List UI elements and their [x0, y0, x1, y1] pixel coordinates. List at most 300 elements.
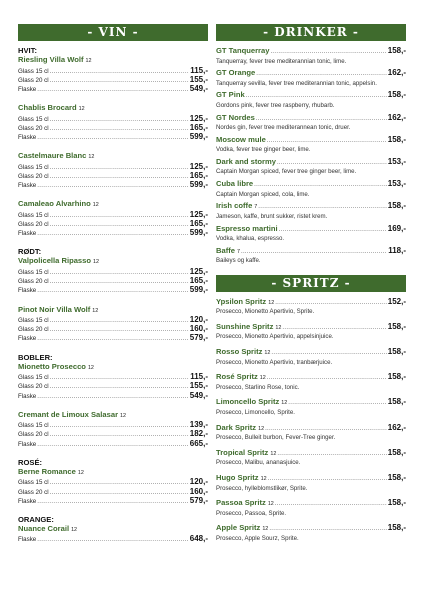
- drinks-column: [216, 24, 406, 549]
- dot-leader: [37, 230, 189, 238]
- price: 162,-: [387, 422, 406, 432]
- drink-description: Tanquerray sevilla, fever tree mediterannian tonic, appelsin.: [216, 79, 377, 87]
- drink-name-text: Espresso martini: [216, 223, 278, 233]
- wine-item: [18, 256, 208, 295]
- drink-line: [216, 448, 406, 460]
- dot-leader: [269, 525, 386, 535]
- drink-description: Prosecco, Apple Sourz, Sprite.: [216, 534, 299, 542]
- dot-leader: [50, 374, 190, 382]
- drink-item: [216, 498, 406, 517]
- drink-description: Prosecco, Mionetto Apertivio, tranbærjuice.: [216, 358, 333, 366]
- drink-name: [216, 448, 276, 460]
- drink-item: [216, 68, 406, 87]
- wine-number: 12: [120, 412, 127, 419]
- dot-leader: [258, 203, 386, 213]
- drink-line: [216, 68, 406, 80]
- wine-name-text: Mionetto Prosecco: [18, 361, 86, 371]
- price: 165,-: [189, 219, 208, 229]
- drink-number: 12: [281, 400, 288, 407]
- price: 152,-: [387, 296, 406, 306]
- price: 115,-: [190, 372, 208, 382]
- drink-line: [216, 246, 406, 258]
- dot-leader: [50, 326, 189, 334]
- wine-category: HVIT:: [18, 46, 37, 55]
- price-row: [18, 76, 208, 85]
- drink-description: Gordons pink, fever tree raspberry, rhubarb.: [216, 101, 335, 109]
- price: 158,-: [387, 46, 406, 55]
- drink-line: [216, 347, 406, 359]
- wine-name: [18, 55, 208, 67]
- serving-size: Glass 20 cl: [18, 172, 49, 180]
- drink-line: [216, 297, 406, 309]
- price: 139,-: [189, 420, 208, 430]
- drink-item: [216, 523, 406, 542]
- serving-size: Glass 15 cl: [18, 115, 49, 123]
- price-row: [18, 229, 208, 238]
- dot-leader: [50, 269, 189, 277]
- serving-size: Glass 20 cl: [18, 76, 49, 84]
- wine-category: ROSÉ:: [18, 457, 43, 467]
- dot-leader: [50, 77, 189, 85]
- price: 158,-: [387, 372, 406, 382]
- dot-leader: [50, 479, 189, 487]
- price: 599,-: [189, 132, 208, 142]
- wine-list: [18, 46, 208, 545]
- serving-size: Glass 20 cl: [18, 488, 49, 496]
- price: 125,-: [189, 209, 208, 219]
- drink-description: Prosecco, Starlino Rose, tonic.: [216, 383, 300, 391]
- price: 665,-: [189, 438, 208, 448]
- dot-leader: [241, 248, 387, 258]
- serving-size: Flaske: [18, 536, 37, 544]
- wine-number: 12: [92, 202, 99, 209]
- wine-name: [18, 103, 208, 115]
- price-row: [18, 115, 208, 124]
- drink-item: [216, 46, 406, 65]
- spritz-section-header: - SPRITZ -: [216, 275, 406, 292]
- drink-name: [216, 68, 255, 78]
- wine-item: [18, 199, 208, 238]
- dot-leader: [50, 173, 189, 181]
- drink-name: [216, 201, 257, 213]
- serving-size: Glass 15 cl: [18, 163, 49, 171]
- drink-item: [216, 297, 406, 316]
- price-row: [18, 211, 208, 220]
- drink-description: Captain Morgan spiced, cola, lime.: [216, 190, 310, 198]
- price-row: [18, 488, 208, 497]
- drinker-section-header: - DRINKER -: [216, 24, 406, 41]
- price: 599,-: [189, 180, 208, 190]
- serving-size: Glass 20 cl: [18, 326, 49, 334]
- drink-description: Prosecco, hylleblomstlikør, Sprite.: [216, 484, 308, 492]
- wine-name-text: Riesling Villa Wolf: [18, 55, 84, 64]
- drink-name: [216, 135, 266, 145]
- wine-category: RØDT:: [18, 247, 42, 257]
- dot-leader: [50, 212, 189, 220]
- drink-item: [216, 473, 406, 492]
- drink-number: 12: [259, 375, 266, 382]
- drink-name-text: Moscow mule: [216, 134, 266, 144]
- dot-leader: [50, 221, 189, 229]
- drink-description: Prosecco, Malibu, ananasjuice.: [216, 459, 301, 467]
- price: 158,-: [387, 447, 406, 457]
- drink-line: [216, 423, 406, 435]
- drink-name: [216, 322, 281, 334]
- wine-category: ORANGE:: [18, 514, 54, 524]
- drink-line: [216, 498, 406, 510]
- serving-size: Flaske: [18, 134, 37, 142]
- dot-leader: [50, 383, 189, 391]
- dot-leader: [268, 475, 387, 485]
- price: 549,-: [189, 390, 208, 400]
- price: 153,-: [387, 156, 406, 166]
- wine-name: [18, 199, 208, 211]
- drink-item: [216, 201, 406, 220]
- price-row: [18, 133, 208, 142]
- drink-name-text: Sunshine Spritz: [216, 321, 274, 331]
- drink-name: [216, 423, 264, 435]
- serving-size: Flaske: [18, 287, 37, 295]
- dot-leader: [50, 278, 189, 286]
- drink-line: [216, 135, 406, 147]
- dot-leader: [265, 425, 387, 435]
- wine-number: 12: [71, 526, 78, 533]
- wine-name-text: Camaleao Alvarhino: [18, 199, 91, 209]
- price: 158,-: [387, 134, 406, 144]
- drink-item: [216, 372, 406, 391]
- dot-leader: [277, 450, 386, 460]
- dot-leader: [282, 324, 386, 334]
- drink-description: Tanquerray, fever tree mediterannian tonic, lime.: [216, 57, 347, 65]
- drink-item: [216, 397, 406, 416]
- drink-number: 7: [237, 248, 240, 255]
- drink-name: [216, 246, 240, 258]
- wine-name: [18, 151, 208, 163]
- drink-description: Vodka, fever tree ginger beer, lime.: [216, 146, 311, 154]
- serving-size: Flaske: [18, 440, 37, 448]
- vin-section-header: - VIN -: [18, 24, 208, 41]
- price-row: [18, 172, 208, 181]
- price: 648,-: [189, 534, 208, 544]
- wine-number: 12: [92, 307, 99, 314]
- serving-size: Glass 15 cl: [18, 317, 49, 325]
- drink-number: 12: [258, 425, 265, 432]
- drink-name: [216, 90, 245, 100]
- serving-size: Flaske: [18, 182, 37, 190]
- dot-leader: [37, 441, 189, 449]
- serving-size: Glass 15 cl: [18, 479, 49, 487]
- price: 155,-: [189, 381, 208, 391]
- serving-size: Glass 15 cl: [18, 422, 49, 430]
- price: 120,-: [189, 315, 208, 325]
- drink-description: Jameson, kaffe, brunt sukker, ristet krem.: [216, 212, 328, 220]
- price: 153,-: [387, 179, 406, 189]
- dot-leader: [256, 115, 387, 125]
- wine-item: [18, 410, 208, 449]
- price: 125,-: [189, 266, 208, 276]
- wine-column: [18, 24, 208, 554]
- serving-size: Glass 20 cl: [18, 278, 49, 286]
- drink-name: [216, 372, 266, 384]
- drink-name-text: GT Tanquerray: [216, 46, 270, 55]
- wine-name-text: Valpolicella Ripasso: [18, 256, 92, 266]
- dot-leader: [277, 159, 387, 169]
- dot-leader: [275, 500, 387, 510]
- dot-leader: [37, 134, 189, 142]
- wine-name: [18, 362, 208, 374]
- dot-leader: [267, 374, 387, 384]
- price: 158,-: [387, 321, 406, 331]
- dot-leader: [271, 349, 386, 359]
- price: 579,-: [189, 495, 208, 505]
- price: 155,-: [189, 74, 208, 84]
- price-row: [18, 535, 208, 544]
- serving-size: Glass 15 cl: [18, 374, 49, 382]
- wine-number: 12: [77, 469, 84, 476]
- price-row: [18, 497, 208, 506]
- drink-number: 12: [268, 299, 275, 306]
- dot-leader: [50, 116, 189, 124]
- dot-leader: [50, 125, 189, 133]
- drinks-list: [216, 46, 406, 265]
- drink-line: [216, 46, 406, 58]
- price: 115,-: [190, 65, 208, 75]
- dot-leader: [50, 164, 189, 172]
- drink-name-text: Passoa Spritz: [216, 498, 266, 508]
- dot-leader: [50, 489, 189, 497]
- dot-leader: [256, 70, 387, 80]
- drink-item: [216, 157, 406, 176]
- price-row: [18, 382, 208, 391]
- serving-size: Flaske: [18, 392, 37, 400]
- drink-name-text: Baffe: [216, 245, 235, 255]
- drink-item: [216, 322, 406, 341]
- drink-description: Captain Morgan spiced, fever tree ginger beer, lime.: [216, 168, 357, 176]
- dot-leader: [37, 86, 189, 94]
- dot-leader: [37, 287, 189, 295]
- price: 158,-: [387, 201, 406, 211]
- drink-name-text: GT Pink: [216, 90, 245, 100]
- drink-name: [216, 157, 276, 167]
- price-row: [18, 421, 208, 430]
- price: 599,-: [189, 228, 208, 238]
- dot-leader: [37, 536, 189, 544]
- dot-leader: [37, 498, 189, 506]
- serving-size: Flaske: [18, 230, 37, 238]
- wine-item: [18, 524, 208, 545]
- price: 162,-: [387, 68, 406, 78]
- drink-name-text: Limoncello Spritz: [216, 397, 280, 407]
- price: 165,-: [189, 122, 208, 132]
- dot-leader: [37, 393, 189, 401]
- drink-number: 12: [275, 324, 282, 331]
- drink-item: [216, 90, 406, 109]
- serving-size: Glass 15 cl: [18, 67, 49, 75]
- price: 165,-: [189, 276, 208, 286]
- price-row: [18, 67, 208, 76]
- drink-description: Prosecco, Mionetto Apertivio, appelsinjuice.: [216, 333, 334, 341]
- drink-number: 7: [254, 204, 258, 211]
- drink-name-text: Ypsilon Spritz: [216, 296, 267, 306]
- price-row: [18, 124, 208, 133]
- drink-name: [216, 498, 274, 510]
- wine-number: 12: [88, 154, 95, 161]
- serving-size: Flaske: [18, 335, 37, 343]
- drink-line: [216, 473, 406, 485]
- price-row: [18, 268, 208, 277]
- dot-leader: [50, 317, 189, 325]
- drink-description: Prosecco, Passoa, Sprite.: [216, 509, 287, 517]
- price: 165,-: [189, 170, 208, 180]
- drink-item: [216, 179, 406, 198]
- drink-line: [216, 224, 406, 236]
- drink-number: 12: [264, 350, 271, 357]
- wine-name-text: Berne Romance: [18, 466, 76, 476]
- wine-number: 12: [87, 364, 94, 371]
- serving-size: Glass 20 cl: [18, 221, 49, 229]
- price: 120,-: [189, 477, 208, 487]
- price-row: [18, 316, 208, 325]
- drink-name: [216, 523, 268, 535]
- drink-name-text: Irish coffe: [216, 201, 253, 211]
- price: 118,-: [388, 245, 406, 255]
- wine-name: [18, 524, 208, 536]
- drink-line: [216, 179, 406, 191]
- drink-line: [216, 90, 406, 102]
- wine-name-text: Chablis Brocard: [18, 103, 77, 113]
- wine-item: [18, 103, 208, 142]
- dot-leader: [275, 299, 387, 309]
- serving-size: Flaske: [18, 497, 37, 505]
- price: 158,-: [387, 498, 406, 508]
- drink-item: [216, 135, 406, 154]
- price: 549,-: [189, 83, 208, 93]
- drink-line: [216, 201, 406, 213]
- dot-leader: [288, 399, 386, 409]
- serving-size: Flaske: [18, 85, 37, 93]
- wine-number: 12: [85, 58, 92, 64]
- dot-leader: [50, 431, 189, 439]
- drink-name-text: Tropical Spritz: [216, 447, 269, 457]
- drink-name: [216, 179, 253, 189]
- spritz-list: [216, 297, 406, 543]
- wine-name-text: Nuance Corail: [18, 523, 70, 533]
- drink-name: [216, 473, 267, 485]
- drink-line: [216, 523, 406, 535]
- wine-item: [18, 305, 208, 344]
- drink-item: [216, 347, 406, 366]
- drink-line: [216, 322, 406, 334]
- drink-name: [216, 347, 270, 359]
- price-row: [18, 85, 208, 94]
- dot-leader: [37, 182, 189, 190]
- serving-size: Glass 20 cl: [18, 124, 49, 132]
- price: 579,-: [189, 333, 208, 343]
- wine-item: [18, 55, 208, 94]
- dot-leader: [267, 137, 387, 147]
- dot-leader: [270, 48, 386, 58]
- drink-number: 12: [262, 526, 269, 533]
- wine-category: BOBLER:: [18, 352, 53, 362]
- price-row: [18, 286, 208, 295]
- wine-name-text: Pinot Noir Villa Wolf: [18, 304, 91, 314]
- drink-item: [216, 423, 406, 442]
- price: 160,-: [189, 486, 208, 496]
- price: 162,-: [387, 112, 406, 122]
- drink-description: Baileys og kaffe.: [216, 257, 261, 265]
- dot-leader: [37, 335, 189, 343]
- drink-line: [216, 372, 406, 384]
- price: 125,-: [189, 113, 208, 123]
- wine-name: [18, 256, 208, 268]
- price-row: [18, 392, 208, 401]
- price: 158,-: [387, 473, 406, 482]
- dot-leader: [246, 92, 387, 102]
- drink-description: Prosecco, Bulleit burbon, Fever-Tree ginger.: [216, 434, 336, 442]
- drink-name-text: GT Nordes: [216, 112, 255, 122]
- drink-number: 12: [267, 501, 274, 508]
- drink-description: Nordes gin, fever tree mediterannean tonic, druer.: [216, 124, 351, 132]
- wine-number: 12: [93, 259, 100, 266]
- wine-name: [18, 410, 208, 422]
- drink-description: Prosecco, Mionetto Apertivio, Sprite.: [216, 308, 315, 316]
- drink-name-text: Rosé Spritz: [216, 372, 258, 382]
- drink-line: [216, 157, 406, 169]
- price-row: [18, 277, 208, 286]
- drink-item: [216, 113, 406, 132]
- price-row: [18, 478, 208, 487]
- price-row: [18, 181, 208, 190]
- price: 158,-: [387, 347, 406, 357]
- wine-name: [18, 305, 208, 317]
- drink-name-text: GT Orange: [216, 68, 256, 78]
- drink-item: [216, 246, 406, 265]
- drink-name-text: Cuba libre: [216, 179, 254, 189]
- wine-name-text: Cremant de Limoux Salasar: [18, 409, 119, 419]
- price-row: [18, 334, 208, 343]
- price: 169,-: [387, 223, 406, 233]
- drink-name: [216, 297, 274, 309]
- drink-item: [216, 448, 406, 467]
- wine-name-text: Castelmaure Blanc: [18, 151, 87, 161]
- drink-number: 12: [260, 476, 267, 482]
- wine-name: [18, 467, 208, 479]
- drink-name: [216, 113, 255, 123]
- wine-item: [18, 467, 208, 506]
- price-row: [18, 220, 208, 229]
- drink-line: [216, 113, 406, 125]
- drink-description: Prosecco, Limoncello, Sprite.: [216, 408, 295, 416]
- price: 599,-: [189, 285, 208, 295]
- price: 125,-: [189, 161, 208, 171]
- wine-item: [18, 151, 208, 190]
- price-row: [18, 430, 208, 439]
- drink-name-text: Apple Spritz: [216, 523, 261, 533]
- drink-name-text: Dark and stormy: [216, 156, 276, 166]
- drink-item: [216, 224, 406, 243]
- dot-leader: [279, 226, 387, 236]
- price-row: [18, 163, 208, 172]
- drink-number: 12: [270, 450, 277, 457]
- wine-item: [18, 362, 208, 401]
- price-row: [18, 440, 208, 449]
- drink-name: [216, 224, 278, 234]
- price: 182,-: [189, 429, 208, 439]
- price: 160,-: [189, 324, 208, 334]
- drink-name: [216, 397, 287, 409]
- price-row: [18, 373, 208, 382]
- price-row: [18, 325, 208, 334]
